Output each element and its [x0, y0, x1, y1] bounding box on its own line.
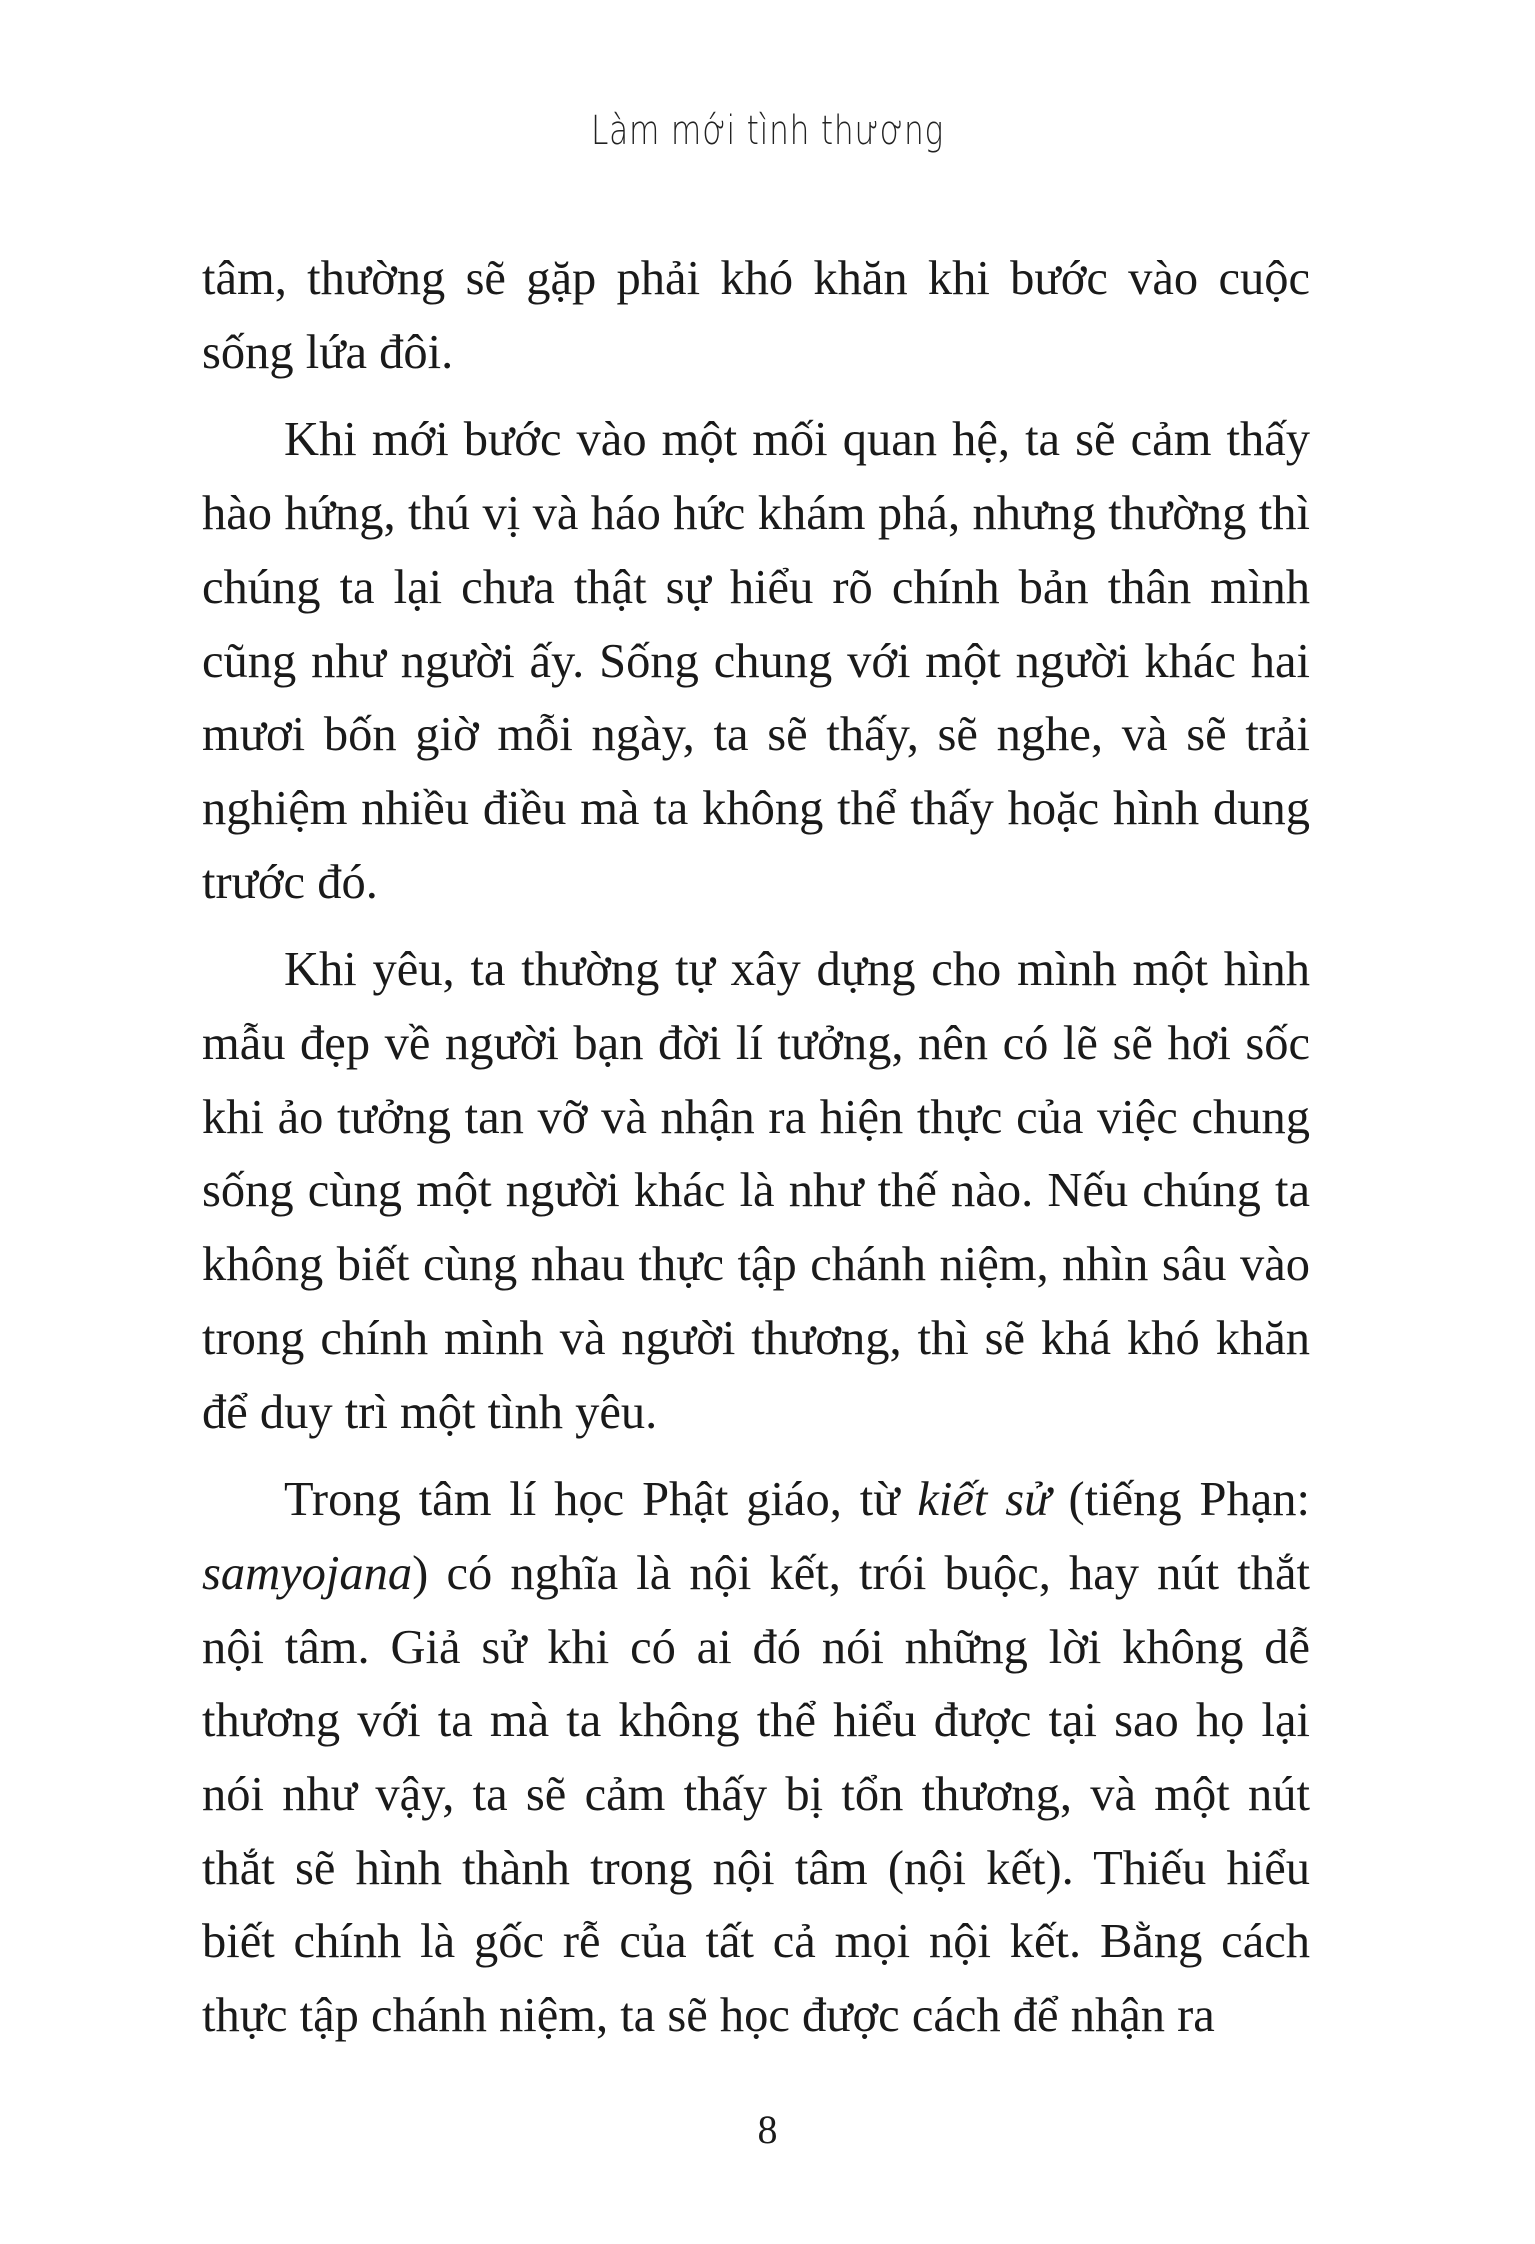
- paragraph-continued: tâm, thường sẽ gặp phải khó khăn khi bước vào cuộc sống lứa đôi.: [202, 252, 1310, 379]
- paragraph-text: Trong tâm lí học Phật giáo, từ: [284, 1473, 918, 1527]
- paragraph-text: (tiếng Phạn:: [1050, 1473, 1310, 1527]
- buddhist-term: kiết sử: [917, 1473, 1051, 1527]
- paragraph-text: ) có nghĩa là nội kết, trói buộc, hay nút thắt nội tâm. Giả sử khi có ai đó nói những lời không dễ thương với ta mà ta không thể hiểu được tại sao họ lại nói như vậy, ta sẽ cảm thấy bị tổn thương, và một nút thắt sẽ hình thành trong nội tâm (nội kết). Thiếu hiểu biết chính là gốc rễ của tất cả mọi nội kết. Bằng cách thực tập chánh niệm, ta sẽ học được cách để nhận ra: [202, 1546, 1310, 2043]
- paragraph: Khi yêu, ta thường tự xây dựng cho mình một hình mẫu đẹp về người bạn đời lí tưởng, nên có lẽ sẽ hơi sốc khi ảo tưởng tan vỡ và nhận ra hiện thực của việc chung sống cùng một người khác là như thế nào. Nếu chúng ta không biết cùng nhau thực tập chánh niệm, nhìn sâu vào trong chính mình và người thương, thì sẽ khá khó khăn để duy trì một tình yêu.: [202, 943, 1310, 1439]
- body-text: [202, 242, 1310, 2053]
- sanskrit-term: samyojana: [202, 1546, 413, 1600]
- paragraph: Khi mới bước vào một mối quan hệ, ta sẽ cảm thấy hào hứng, thú vị và háo hức khám phá, nhưng thường thì chúng ta lại chưa thật sự hiểu rõ chính bản thân mình cũng như người ấy. Sống chung với một người khác hai mươi bốn giờ mỗi ngày, ta sẽ thấy, sẽ nghe, và sẽ trải nghiệm nhiều điều mà ta không thể thấy hoặc hình dung trước đó.: [202, 413, 1310, 909]
- paragraph: [202, 1463, 1310, 2053]
- page-number: 8: [757, 2107, 778, 2152]
- running-header: Làm mới tình thương: [590, 108, 944, 154]
